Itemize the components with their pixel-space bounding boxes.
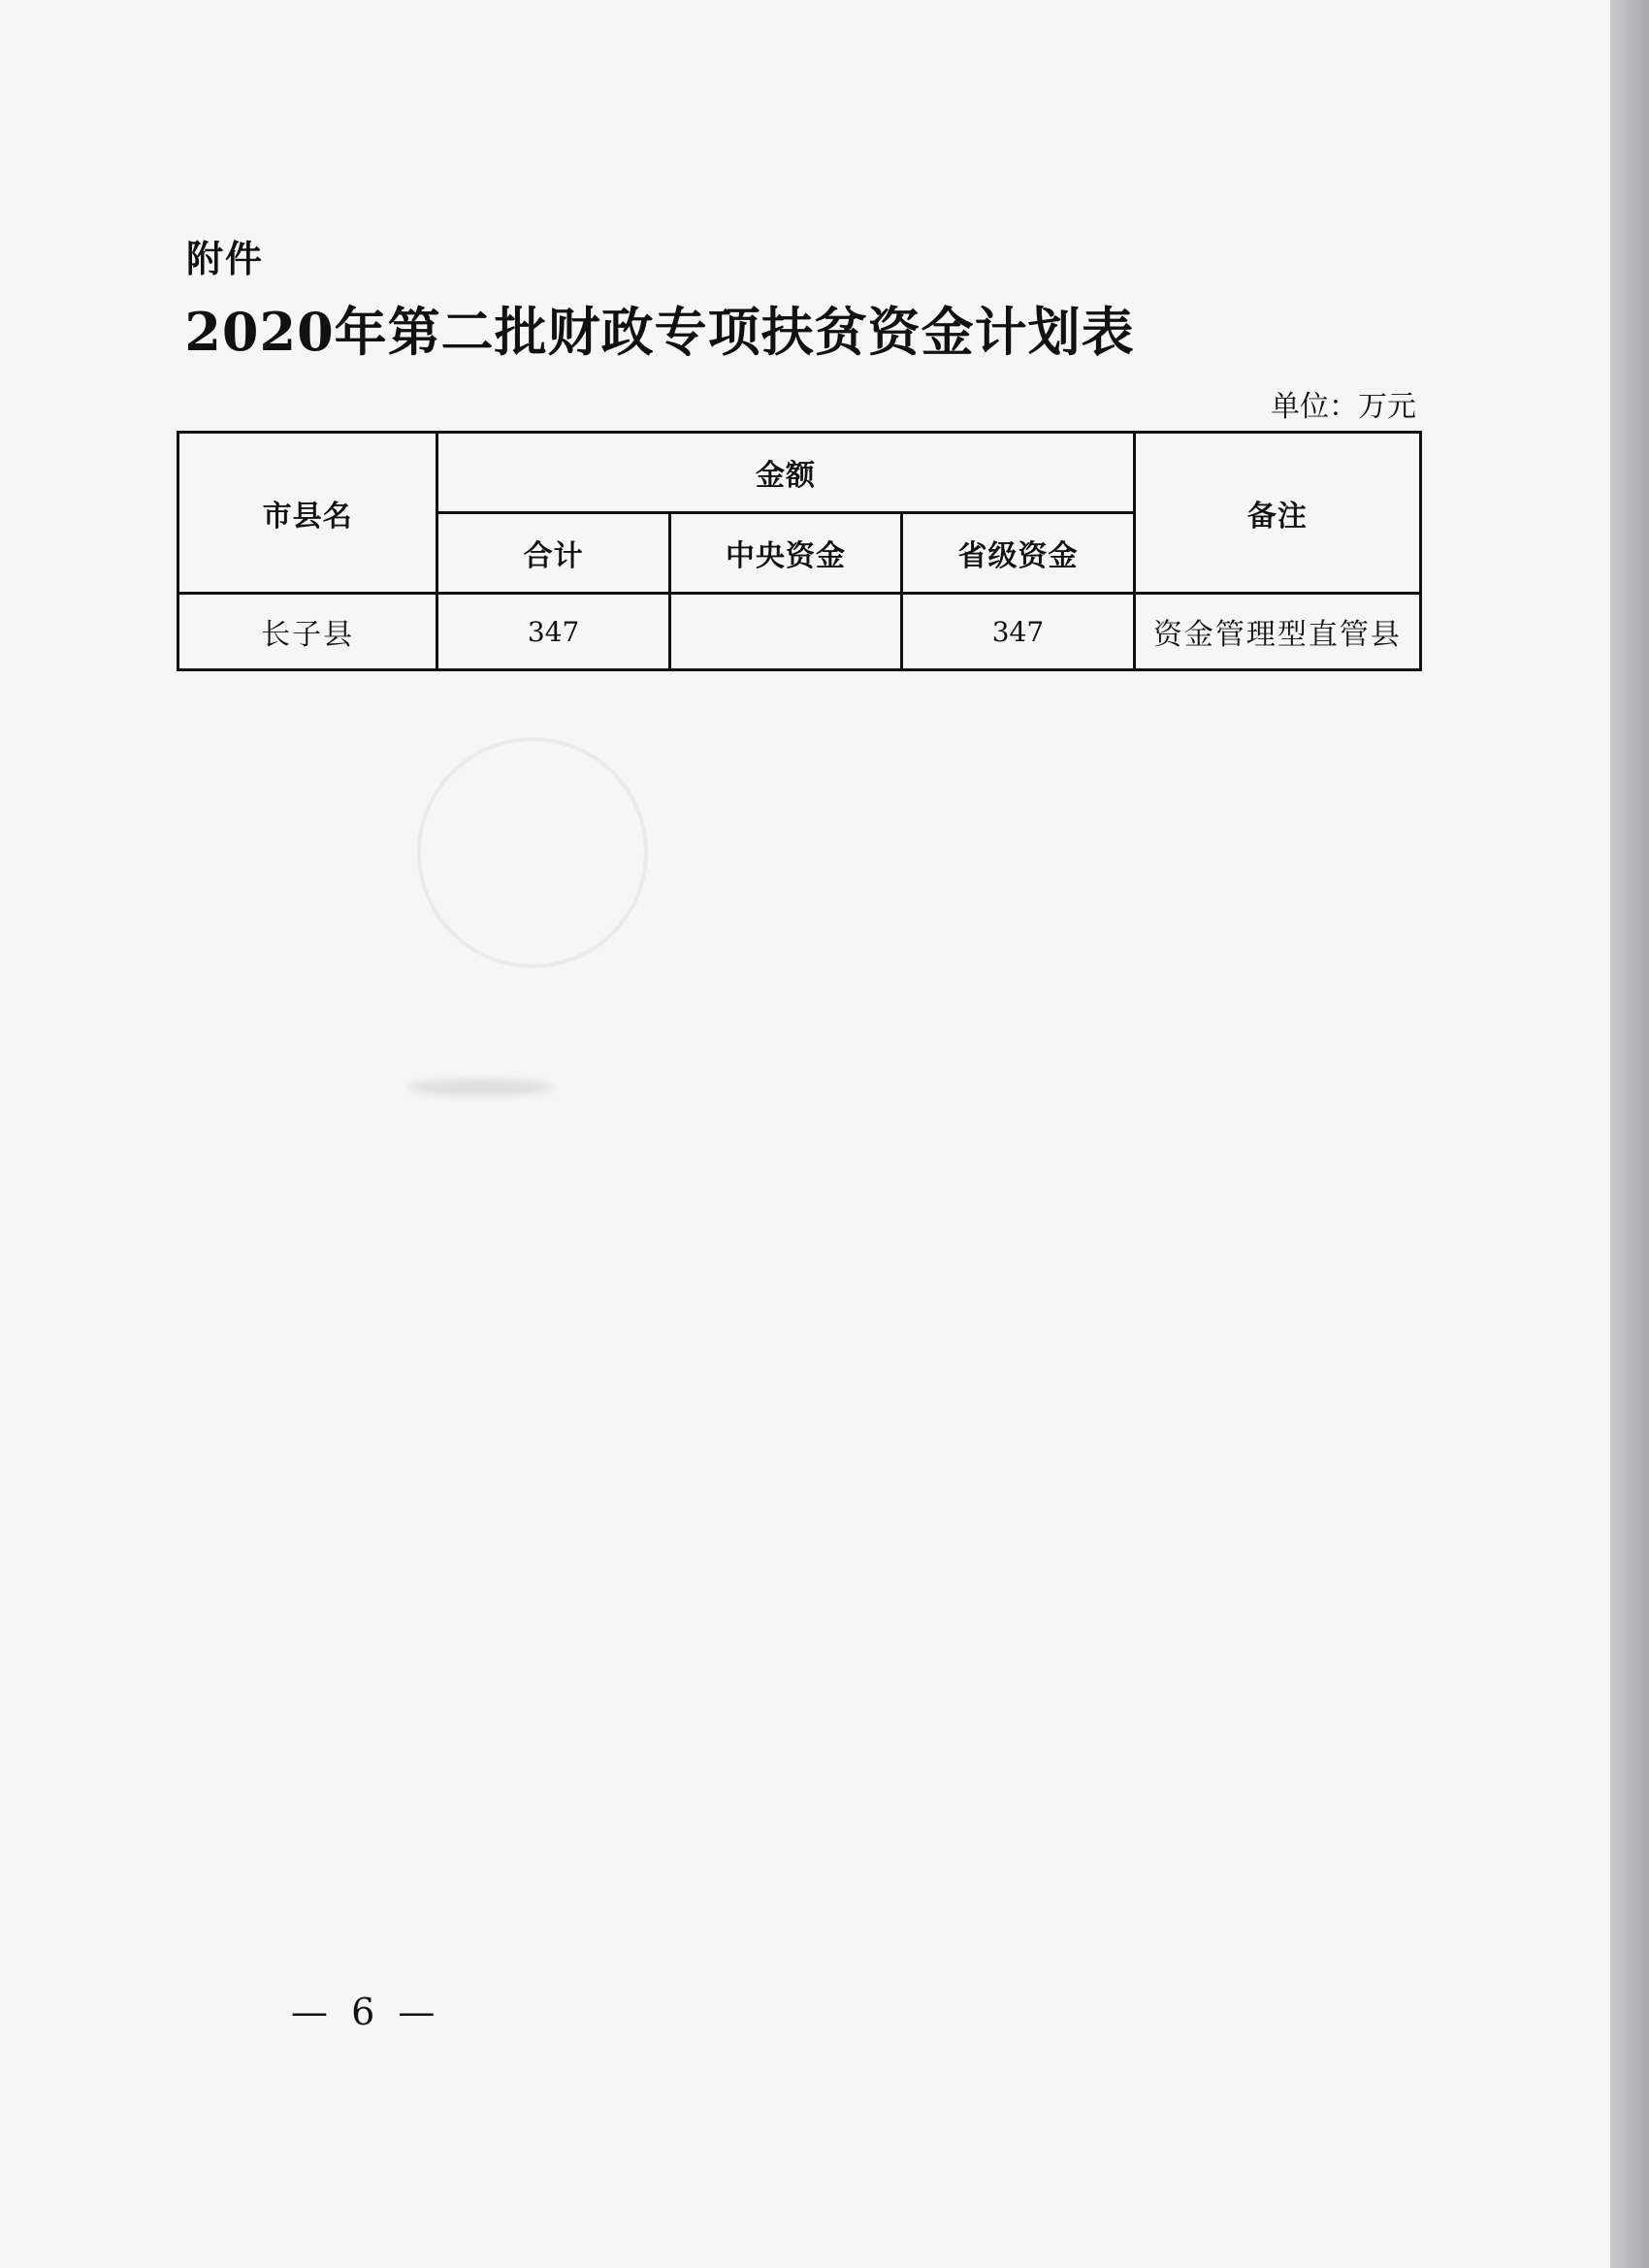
header-total: 合计 <box>437 513 669 594</box>
cell-remark: 资金管理型直管县 <box>1134 594 1420 670</box>
cell-provincial: 347 <box>902 594 1134 670</box>
fund-plan-table <box>177 431 1422 671</box>
ink-smudge <box>407 1079 553 1096</box>
faded-seal <box>417 737 648 968</box>
page-number: — 6 — <box>291 1991 441 2033</box>
scan-edge-shadow <box>1610 0 1649 2268</box>
header-provincial: 省级资金 <box>902 513 1134 594</box>
header-remark: 备注 <box>1134 433 1420 594</box>
cell-central <box>669 594 901 670</box>
header-central: 中央资金 <box>669 513 901 594</box>
header-county: 市县名 <box>178 433 437 594</box>
document-title-text: 2020年第二批财政专项扶贫资金计划表 <box>184 301 1135 363</box>
table-row <box>178 594 1421 670</box>
header-amount: 金额 <box>437 433 1134 513</box>
cell-county: 长子县 <box>178 594 437 670</box>
unit-label: 单位：万元 <box>1271 390 1416 424</box>
attachment-label: 附件 <box>186 238 265 280</box>
table-header-row <box>178 433 1421 513</box>
cell-total: 347 <box>437 594 669 670</box>
document-title <box>0 291 1649 366</box>
